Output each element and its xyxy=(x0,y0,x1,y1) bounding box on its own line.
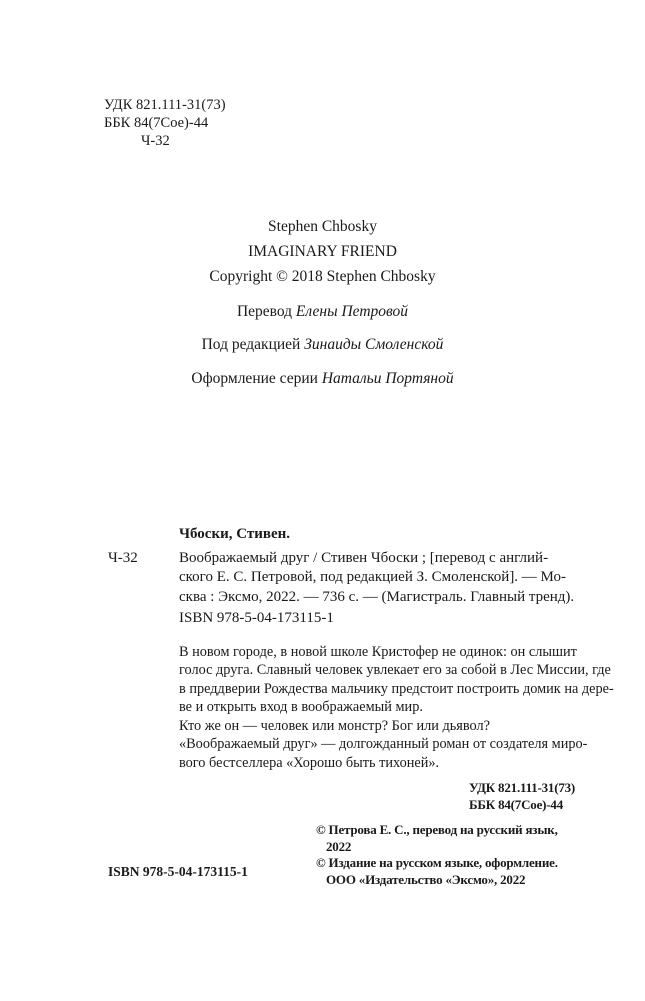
design-label: Оформление серии xyxy=(191,370,318,387)
annotation-p1-line-2: голос друга. Славный человек увлекает его за собой в Лес Миссии, где xyxy=(179,662,611,679)
translator-name: Елены Петровой xyxy=(295,303,409,320)
original-author: Stephen Chbosky xyxy=(268,218,377,235)
top-bbk: ББК 84(7Сое)-44 xyxy=(104,115,209,131)
editor-credit xyxy=(0,335,645,355)
record-line-3: сква : Эксмо, 2022. — 736 с. — (Магистраль. Главный тренд). xyxy=(179,588,575,605)
copyright-2-line-2: ООО «Издательство «Эксмо», 2022 xyxy=(326,871,526,887)
bibliographic-record xyxy=(108,525,614,773)
top-udk: УДК 821.111-31(73) xyxy=(104,97,226,113)
original-title: IMAGINARY FRIEND xyxy=(248,243,397,260)
original-copyright: Copyright © 2018 Stephen Chbosky xyxy=(209,268,436,285)
record-heading: Чбоски, Стивен. xyxy=(179,526,291,542)
copyright-1-line-2: 2022 xyxy=(326,838,352,854)
bottom-classification-block xyxy=(469,780,575,813)
record-line-1 xyxy=(108,549,580,569)
annotation-p3-line-2: вого бестселлера «Хорошо быть тихоней». xyxy=(179,755,440,772)
record-isbn: ISBN 978-5-04-173115-1 xyxy=(179,610,334,626)
translation-credit xyxy=(0,302,645,322)
record-line-2: ского Е. С. Петровой, под редакцией З. Смоленской]. — Мо- xyxy=(179,569,567,585)
annotation-p2-line-1: Кто же он — человек или монстр? Бог или дьявол? xyxy=(179,717,490,734)
record-code: Ч-32 xyxy=(108,549,138,566)
bottom-bbk: ББК 84(7Сое)-44 xyxy=(469,796,564,812)
annotation-p3-line-1: «Воображаемый друг» — долгожданный роман от создателя миро- xyxy=(179,736,588,753)
copyright-1-line-1: © Петрова Е. С., перевод на русский язык, xyxy=(316,822,558,837)
designer-name: Натальи Портяной xyxy=(321,370,454,387)
annotation-p1-line-1: В новом городе, в новой школе Кристофер не одинок: он слышит xyxy=(179,643,577,660)
translation-label: Перевод xyxy=(236,303,293,320)
copyright-2-line-1: © Издание на русском языке, оформление. xyxy=(316,855,558,870)
top-author-mark: Ч-32 xyxy=(141,133,170,149)
annotation-p1-line-4: ве и открыть вход в воображаемый мир. xyxy=(179,699,423,716)
top-classification-block xyxy=(104,96,304,150)
editor-label: Под редакцией xyxy=(201,336,301,353)
annotation-p1-line-3: в преддверии Рождества мальчику предстоит построить домик на дере- xyxy=(179,680,614,697)
editor-name: Зинаиды Смоленской xyxy=(304,336,444,353)
isbn-bottom: ISBN 978-5-04-173115-1 xyxy=(108,864,248,879)
record-line-1-text: Воображаемый друг / Стивен Чбоски ; [перевод с англий- xyxy=(179,549,549,566)
bottom-udk: УДК 821.111-31(73) xyxy=(469,780,576,795)
copyright-block xyxy=(316,822,558,888)
design-credit xyxy=(0,369,645,389)
